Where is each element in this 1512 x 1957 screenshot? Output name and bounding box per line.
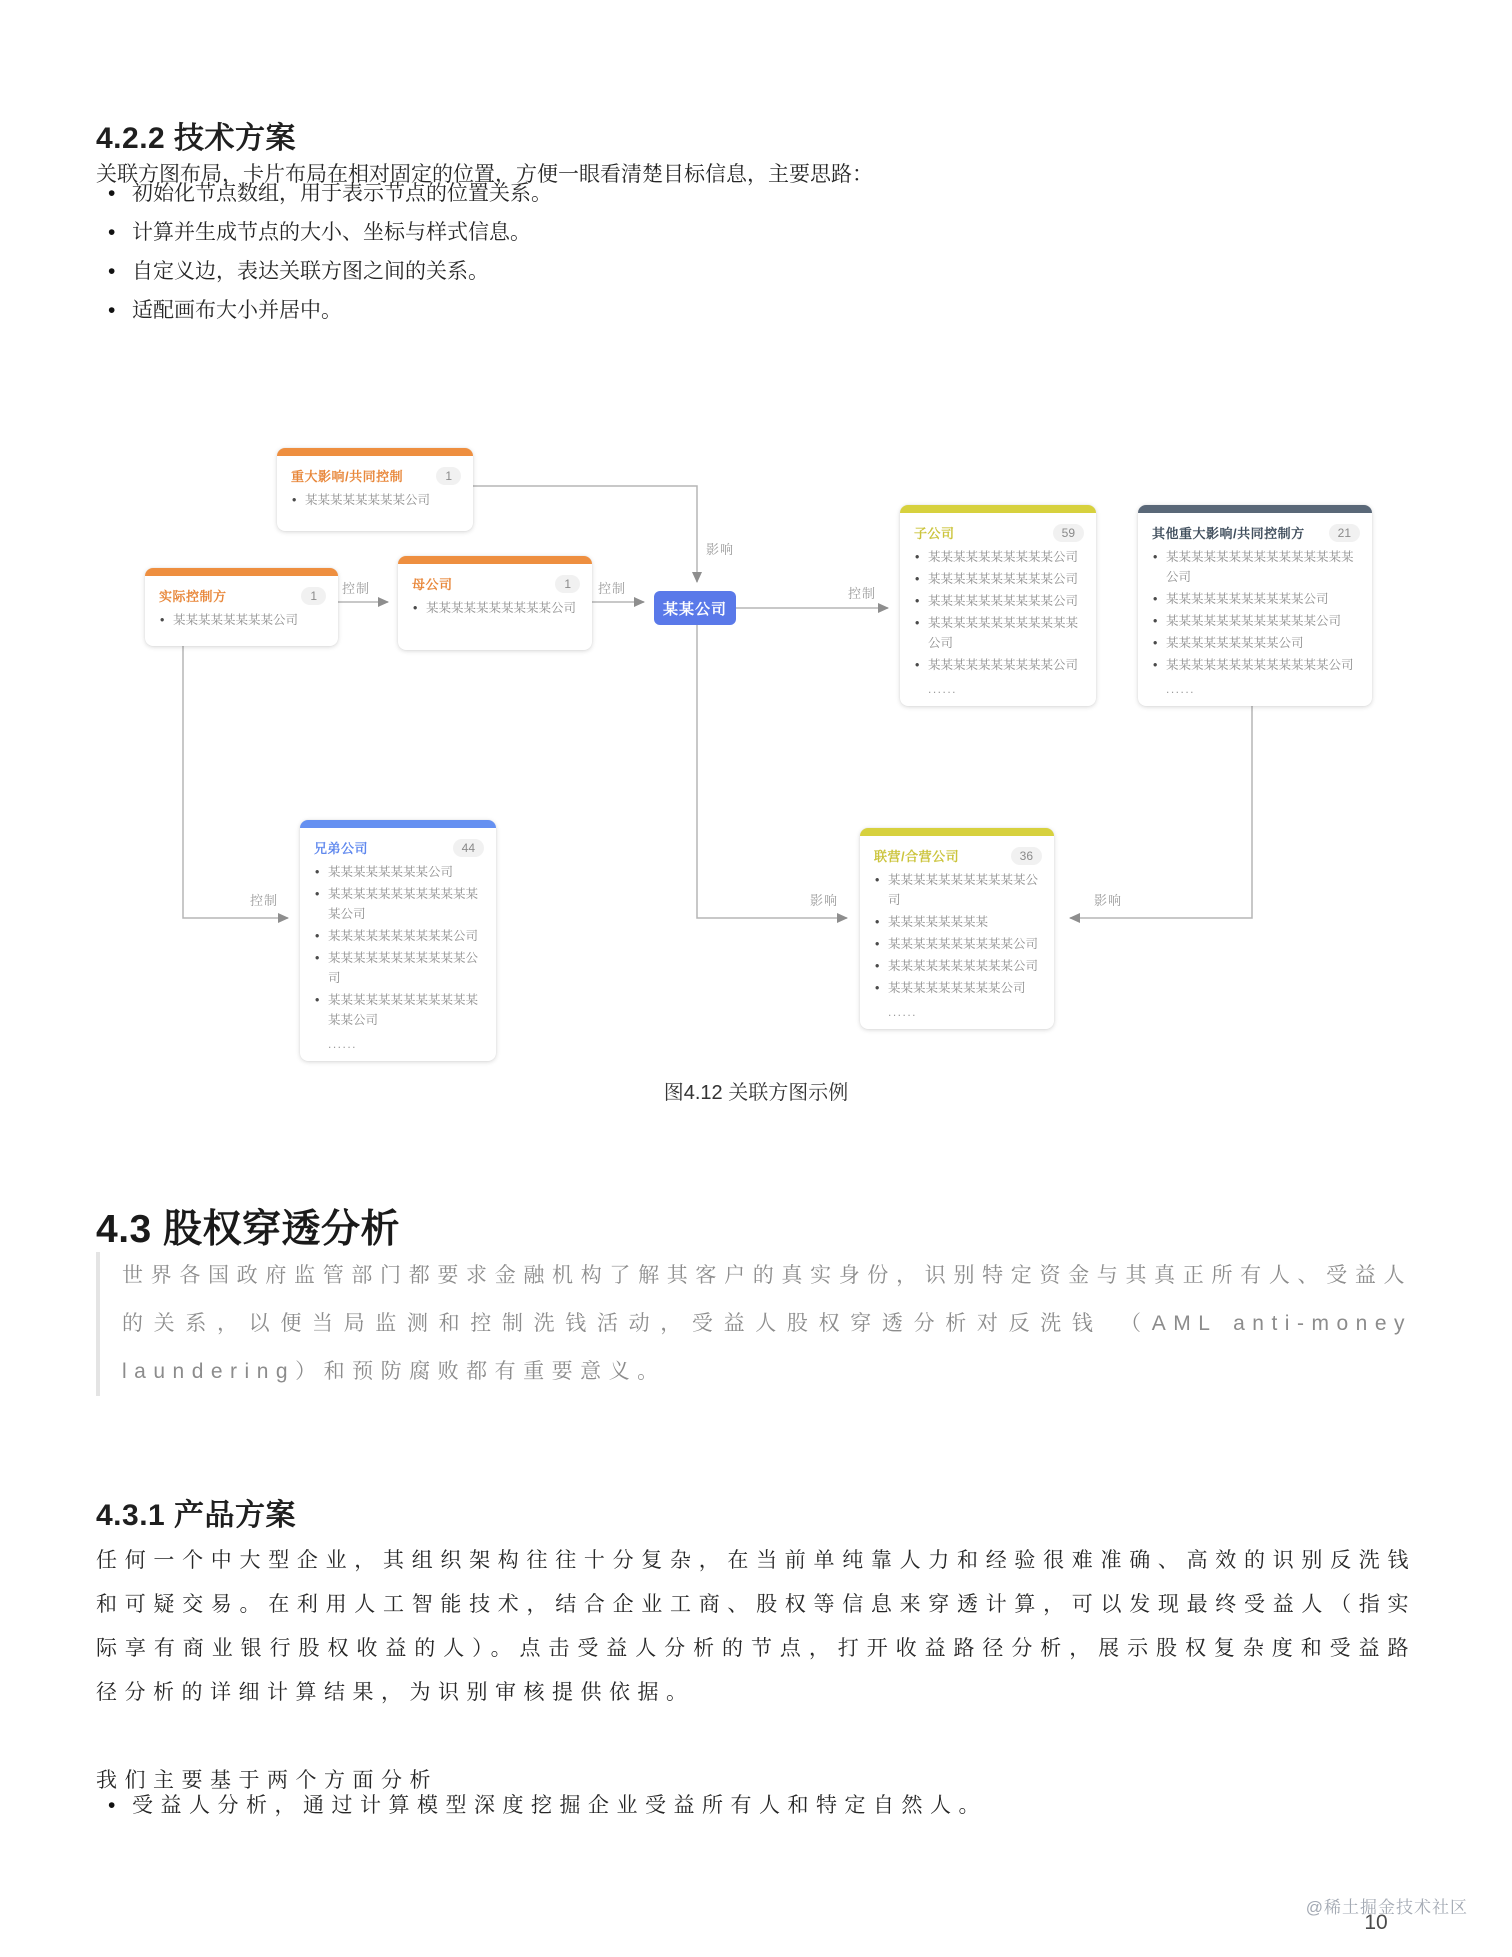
card-title: 重大影响/共同控制 [291,469,404,484]
section-heading-43: 4.3 股权穿透分析 [96,1208,401,1252]
company-item: • 某某某某某某某某某某公司 [314,926,484,946]
card-title: 实际控制方 [159,589,227,604]
company-item: • 某某某某某某某某某某某某某某某公司 [1152,547,1360,587]
card-title: 其他重大影响/共同控制方 [1152,526,1305,541]
card-subsidiary [900,505,1096,706]
section-heading-422: 4.2.2 技术方案 [96,122,297,155]
edge-label-influence: 影响 [1094,893,1123,908]
bullet-list-431 [96,1786,1416,1825]
card-title: 联营/合营公司 [874,849,960,864]
card-major-influence [277,448,473,531]
company-item: • 某某某某某某某某某某某公司 [874,870,1042,910]
card-title: 子公司 [914,526,955,541]
bullet-list-422 [96,174,1416,330]
company-item: • 某某某某某某某某某某公司 [914,591,1084,611]
card-accent-bar [1138,505,1372,513]
list-item: • 适配画布大小并居中。 [96,291,1416,330]
ellipsis-more: ...... [328,1037,358,1051]
card-count-badge: 1 [301,587,326,605]
card-accent-bar [300,820,496,828]
watermark: @稀土掘金技术社区 [1305,1898,1468,1917]
card-count-badge: 59 [1053,524,1084,542]
card-count-badge: 1 [555,575,580,593]
quote-block: 世界各国政府监管部门都要求金融机构了解其客户的真实身份，识别特定资金与其真正所有人、受益人的关系，以便当局监测和控制洗钱活动，受益人股权穿透分析对反洗钱 （AML anti-money laundering）和预防腐败都有重要意义。 [96,1252,1412,1396]
page-number: 10 [1364,1911,1388,1934]
company-item: • 某某某某某某某某公司 [159,610,326,630]
company-item: • 某某某某某某某某某某某公司 [1152,589,1360,609]
related-party-diagram [0,360,1512,1060]
company-item: • 某某某某某某某某某某某某某公司 [314,884,484,924]
company-item: • 某某某某某某某某某某公司 [914,569,1084,589]
card-other-major-influence [1138,505,1372,706]
card-joint-venture [860,828,1054,1029]
edge-label-control: 控制 [848,586,877,601]
company-item: • 某某某某某某某某某某公司 [914,655,1084,675]
edge-controller-to-brother [183,638,288,918]
company-item: • 某某某某某某某某公司 [291,490,461,510]
card-count-badge: 44 [453,839,484,857]
card-brother-company [300,820,496,1061]
edge-label-control: 控制 [250,893,279,908]
card-accent-bar [398,556,592,564]
section-heading-431: 4.3.1 产品方案 [96,1499,297,1532]
card-count-badge: 21 [1329,524,1360,542]
intro-paragraph: 关联方图布局，卡片布局在相对固定的位置，方便一眼看清楚目标信息，主要思路： [96,163,873,186]
company-item: • 某某某某某某某某某公司 [1152,633,1360,653]
lead-paragraph: 我们主要基于两个方面分析 [96,1769,438,1792]
list-item: • 自定义边，表达关联方图之间的关系。 [96,252,1416,291]
card-accent-bar [900,505,1096,513]
card-count-badge: 36 [1011,847,1042,865]
company-item: • 某某某某某某某某某某某某某某公司 [314,990,484,1030]
card-title: 母公司 [412,577,453,592]
ellipsis-more: ...... [1166,682,1196,696]
target-company-node: 某某公司 [654,591,736,625]
edge-target-to-joint-venture [697,625,847,918]
relationship-edges [0,360,1512,1060]
card-accent-bar [145,568,338,576]
card-count-badge: 1 [436,467,461,485]
company-item: • 某某某某某某某某某某公司 [874,934,1042,954]
company-item: • 某某某某某某某某公司 [314,862,484,882]
list-item: • 受益人分析，通过计算模型深度挖掘企业受益所有人和特定自然人。 [96,1786,1416,1825]
ellipsis-more: ...... [888,1005,918,1019]
company-item: • 某某某某某某某某某某某某公司 [914,613,1084,653]
list-item: • 初始化节点数组，用于表示节点的位置关系。 [96,174,1416,213]
list-item: • 计算并生成节点的大小、坐标与样式信息。 [96,213,1416,252]
card-title: 兄弟公司 [314,841,369,856]
edge-label-control: 控制 [342,581,371,596]
company-item: • 某某某某某某某某 [874,912,1042,932]
company-item: • 某某某某某某某某某某公司 [412,598,580,618]
card-accent-bar [860,828,1054,836]
edge-label-control: 控制 [598,581,627,596]
company-item: • 某某某某某某某某某某公司 [914,547,1084,567]
product-paragraph: 任何一个中大型企业，其组织架构往往十分复杂，在当前单纯靠人力和经验很难准确、高效的识别反洗钱和可疑交易。在利用人工智能技术，结合企业工商、股权等信息来穿透计算，可以发现最终受益人（指实际享有商业银行股权收益的人）。点击受益人分析的节点，打开收益路径分析，展示股权复杂度和受益路径分析的详细计算结果，为识别审核提供依据。 [96,1549,1416,1704]
company-item: • 某某某某某某某某某某某公司 [314,948,484,988]
figure-caption: 图4.12 关联方图示例 [663,1082,849,1104]
card-accent-bar [277,448,473,456]
edge-label-influence: 影响 [810,893,839,908]
edge-label-influence: 影响 [706,542,735,557]
company-item: • 某某某某某某某某某某公司 [874,956,1042,976]
card-parent-company [398,556,592,650]
company-item: • 某某某某某某某某某公司 [874,978,1042,998]
company-item: • 某某某某某某某某某某某某公司 [1152,611,1360,631]
company-item: • 某某某某某某某某某某某某某公司 [1152,655,1360,675]
edge-other-major-to-joint-venture [1070,692,1252,918]
card-actual-controller [145,568,338,646]
ellipsis-more: ...... [928,682,958,696]
